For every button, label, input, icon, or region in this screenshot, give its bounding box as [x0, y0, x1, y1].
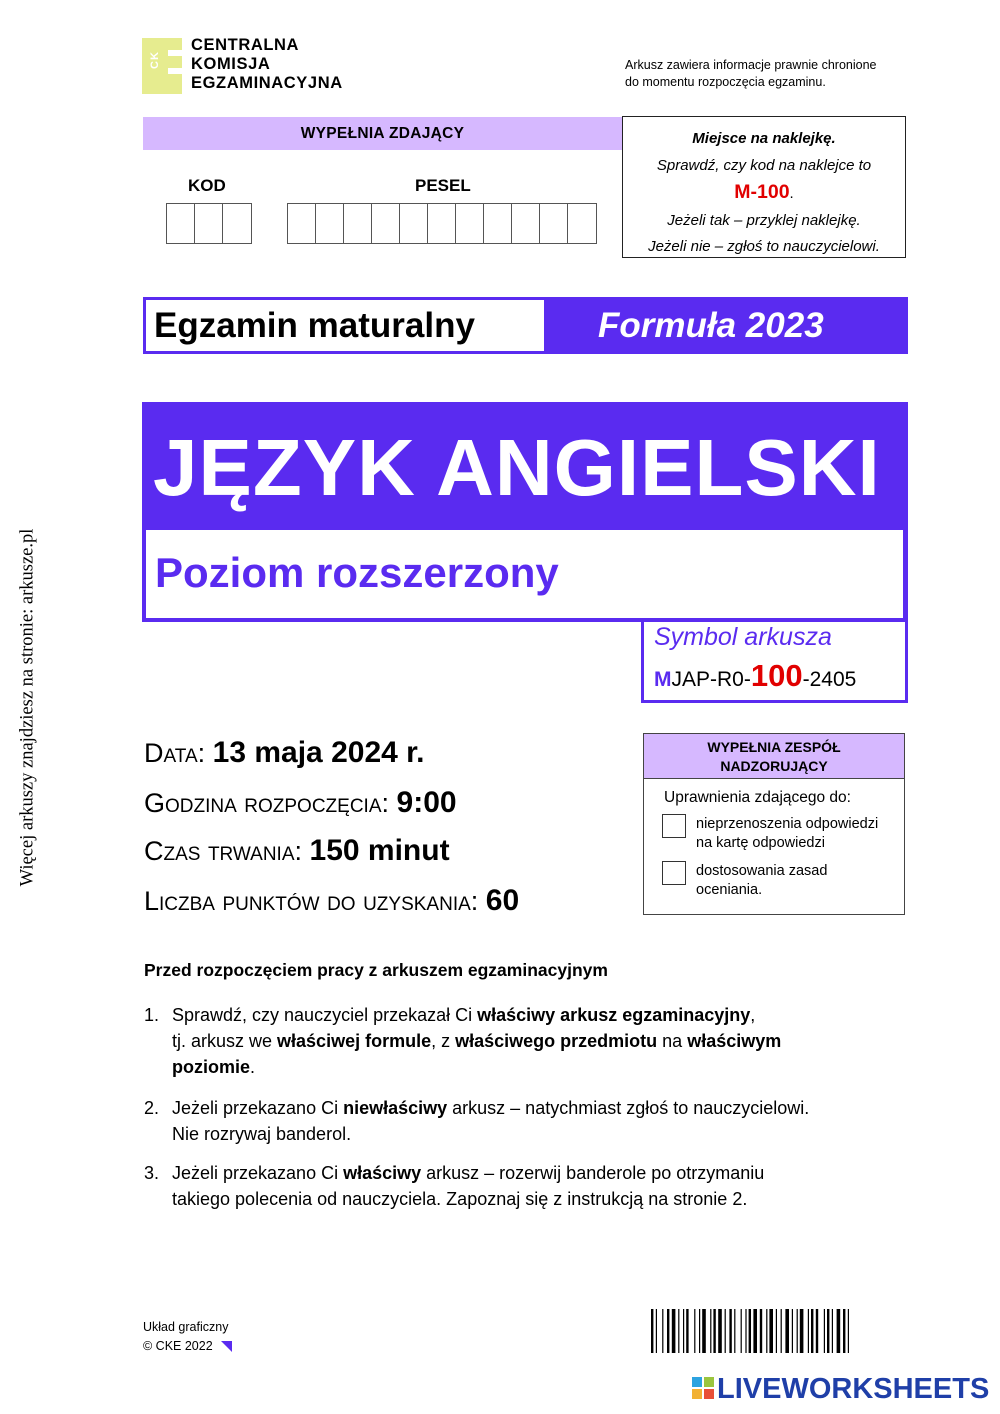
symbol-code [654, 658, 856, 694]
supervisors-header-line: NADZORUJĄCY [720, 758, 828, 774]
info-start [144, 786, 457, 820]
legal-notice [625, 57, 877, 91]
symbol-prefix: JAP-R0- [671, 668, 751, 691]
barcode-bar [710, 1309, 711, 1353]
footer-credit [143, 1318, 232, 1356]
instructions-title: Przed rozpoczęciem pracy z arkuszem egzaminacyjnym [144, 960, 608, 980]
instruction-item-3 [144, 1160, 904, 1212]
barcode-bar [769, 1309, 773, 1353]
date-key: Data: [144, 738, 206, 768]
barcode [651, 1309, 898, 1353]
barcode-bar [672, 1309, 676, 1353]
barcode-bar [734, 1309, 735, 1353]
kod-input-cells[interactable] [166, 203, 252, 244]
item-text: , z [431, 1031, 456, 1051]
barcode-bar [808, 1309, 809, 1353]
pesel-cell[interactable] [456, 204, 484, 243]
pesel-cell[interactable] [316, 204, 344, 243]
info-date [144, 736, 425, 770]
barcode-bar [824, 1309, 825, 1353]
exam-formula: Formuła 2023 [598, 306, 824, 345]
option2-checkbox[interactable] [662, 861, 686, 885]
pesel-label: PESEL [415, 176, 471, 195]
item-text: na [657, 1031, 688, 1051]
option1-label [696, 815, 878, 853]
logo-line: KOMISJA [191, 55, 271, 73]
barcode-bar [683, 1309, 684, 1353]
item-bold: właściwego przedmiotu [455, 1031, 658, 1051]
date-value: 13 maja 2024 r. [212, 736, 425, 769]
cke-triangle-icon [221, 1341, 232, 1352]
supervisors-header [643, 733, 905, 779]
item-text: tj. arkusz we [172, 1031, 278, 1051]
item-bold: właściwy arkusz egzaminacyjny [477, 1005, 751, 1025]
barcode-bar [702, 1309, 706, 1353]
notice-line: Arkusz zawiera informacje prawnie chronione [625, 58, 877, 72]
item-text: Jeżeli przekazano Ci [172, 1098, 344, 1118]
barcode-bar [686, 1309, 688, 1353]
pesel-cell[interactable] [344, 204, 372, 243]
subject-title: JĘZYK ANGIELSKI [153, 423, 881, 512]
item-text: arkusz – natychmiast zgłoś to nauczycielowi. [447, 1098, 810, 1118]
kod-cell[interactable] [195, 204, 223, 243]
barcode-bar [816, 1309, 818, 1353]
barcode-bar [745, 1309, 746, 1353]
candidate-header: WYPEŁNIA ZDAJĄCY [143, 117, 622, 150]
barcode-bar [753, 1309, 757, 1353]
logo-mark-text: CK [148, 51, 161, 69]
instruction-item-1 [144, 1002, 904, 1080]
kod-cell[interactable] [167, 204, 195, 243]
symbol-suffix: -2405 [802, 668, 857, 691]
barcode-bar [837, 1309, 841, 1353]
option2-label [696, 862, 827, 900]
logo-line: EGZAMINACYJNA [191, 74, 343, 92]
barcode-bar [785, 1309, 789, 1353]
supervisors-header-line: WYPEŁNIA ZESPÓŁ [707, 739, 841, 755]
symbol-label: Symbol arkusza [654, 623, 832, 651]
sticker-code-suffix: . [789, 185, 794, 202]
barcode-bar [729, 1309, 731, 1353]
duration-value: 150 minut [309, 834, 450, 867]
side-watermark-text[interactable]: Więcej arkuszy znajdziesz na stronie: arkusze.pl [17, 528, 38, 887]
footer-line: © CKE 2022 [143, 1339, 213, 1353]
barcode-bar [832, 1309, 833, 1353]
pesel-cell[interactable] [372, 204, 400, 243]
barcode-bar [811, 1309, 813, 1353]
barcode-bar [651, 1309, 653, 1353]
pesel-cell[interactable] [288, 204, 316, 243]
kod-cell[interactable] [223, 204, 251, 243]
pesel-cell[interactable] [540, 204, 568, 243]
item-bold: poziomie [172, 1057, 251, 1077]
sticker-no: Jeżeli nie – zgłoś to nauczycielowi. [648, 238, 880, 255]
barcode-bar [718, 1309, 722, 1353]
pesel-cell[interactable] [400, 204, 428, 243]
barcode-bar [792, 1309, 793, 1353]
instruction-item-2 [144, 1095, 904, 1147]
item-text: Sprawdź, czy nauczyciel przekazał Ci [172, 1005, 478, 1025]
sticker-yes: Jeżeli tak – przyklej naklejkę. [667, 211, 861, 229]
sticker-code: M-100 [734, 181, 790, 203]
option2-line: oceniania. [696, 882, 763, 898]
pesel-cell[interactable] [512, 204, 540, 243]
barcode-bar [694, 1309, 695, 1353]
barcode-bar [656, 1309, 657, 1353]
sticker-check: Sprawdź, czy kod na naklejce to [656, 156, 872, 174]
barcode-bar [848, 1309, 849, 1353]
item-text: Nie rozrywaj banderol. [172, 1124, 352, 1144]
barcode-bar [713, 1309, 715, 1353]
notice-line: do momentu rozpoczęcia egzaminu. [625, 75, 826, 89]
item-number: 1. [144, 1005, 160, 1025]
barcode-bar [766, 1309, 767, 1353]
item-text: Jeżeli przekazano Ci [172, 1163, 344, 1183]
item-text: . [250, 1057, 256, 1077]
option2-line: dostosowania zasad [696, 863, 828, 879]
item-text: arkusz – rozerwij banderole po otrzymaniu [421, 1163, 765, 1183]
footer-line: Układ graficzny [143, 1320, 229, 1334]
start-value: 9:00 [396, 786, 457, 819]
barcode-bar [662, 1309, 663, 1353]
liveworksheets-watermark[interactable]: LIVEWORKSHEETS [717, 1373, 990, 1405]
option1-line: nieprzenoszenia odpowiedzi [696, 816, 879, 832]
item-number: 2. [144, 1098, 160, 1118]
cke-logo-text [191, 36, 343, 93]
item-bold: właściwej formule [277, 1031, 432, 1051]
barcode-bar [776, 1309, 777, 1353]
level-title: Poziom rozszerzony [155, 549, 559, 596]
sticker-title: Miejsce na naklejkę. [692, 130, 836, 147]
item-bold: właściwym [687, 1031, 782, 1051]
info-points [144, 884, 519, 918]
symbol-number: 100 [750, 658, 803, 693]
barcode-bar [749, 1309, 751, 1353]
barcode-bar [741, 1309, 742, 1353]
info-duration [144, 834, 450, 868]
barcode-bar [678, 1309, 679, 1353]
barcode-bar [699, 1309, 700, 1353]
cke-logo-mark [142, 38, 182, 94]
start-key: Godzina rozpoczęcia: [144, 788, 390, 818]
barcode-bar [843, 1309, 845, 1353]
barcode-bar [781, 1309, 782, 1353]
item-bold: niewłaściwy [343, 1098, 448, 1118]
barcode-bar [725, 1309, 726, 1353]
points-key: Liczba punktów do uzyskania: [144, 886, 479, 916]
barcode-bar [667, 1309, 669, 1353]
barcode-bar [760, 1309, 762, 1353]
barcode-bar [827, 1309, 829, 1353]
item-number: 3. [144, 1163, 160, 1183]
pesel-cell[interactable] [484, 204, 512, 243]
option1-line: na kartę odpowiedzi [696, 835, 825, 851]
item-bold: właściwy [343, 1163, 422, 1183]
option1-checkbox[interactable] [662, 814, 686, 838]
item-text: takiego polecenia od nauczyciela. Zapoznaj się z instrukcją na stronie 2. [172, 1189, 748, 1209]
pesel-cell[interactable] [568, 204, 596, 243]
points-value: 60 [485, 884, 520, 917]
exam-title: Egzamin maturalny [146, 300, 544, 351]
barcode-bar [797, 1309, 798, 1353]
item-text: , [750, 1005, 756, 1025]
logo-line: CENTRALNA [191, 36, 300, 54]
supervisors-title: Uprawnienia zdającego do: [664, 789, 851, 806]
barcode-bar [800, 1309, 804, 1353]
pesel-input-cells[interactable] [287, 203, 597, 244]
pesel-cell[interactable] [428, 204, 456, 243]
duration-key: Czas trwania: [144, 836, 303, 866]
symbol-prefix-m: M [654, 668, 672, 691]
kod-label: KOD [188, 176, 226, 195]
liveworksheets-logo-icon [692, 1377, 714, 1399]
sticker-box [622, 116, 906, 258]
